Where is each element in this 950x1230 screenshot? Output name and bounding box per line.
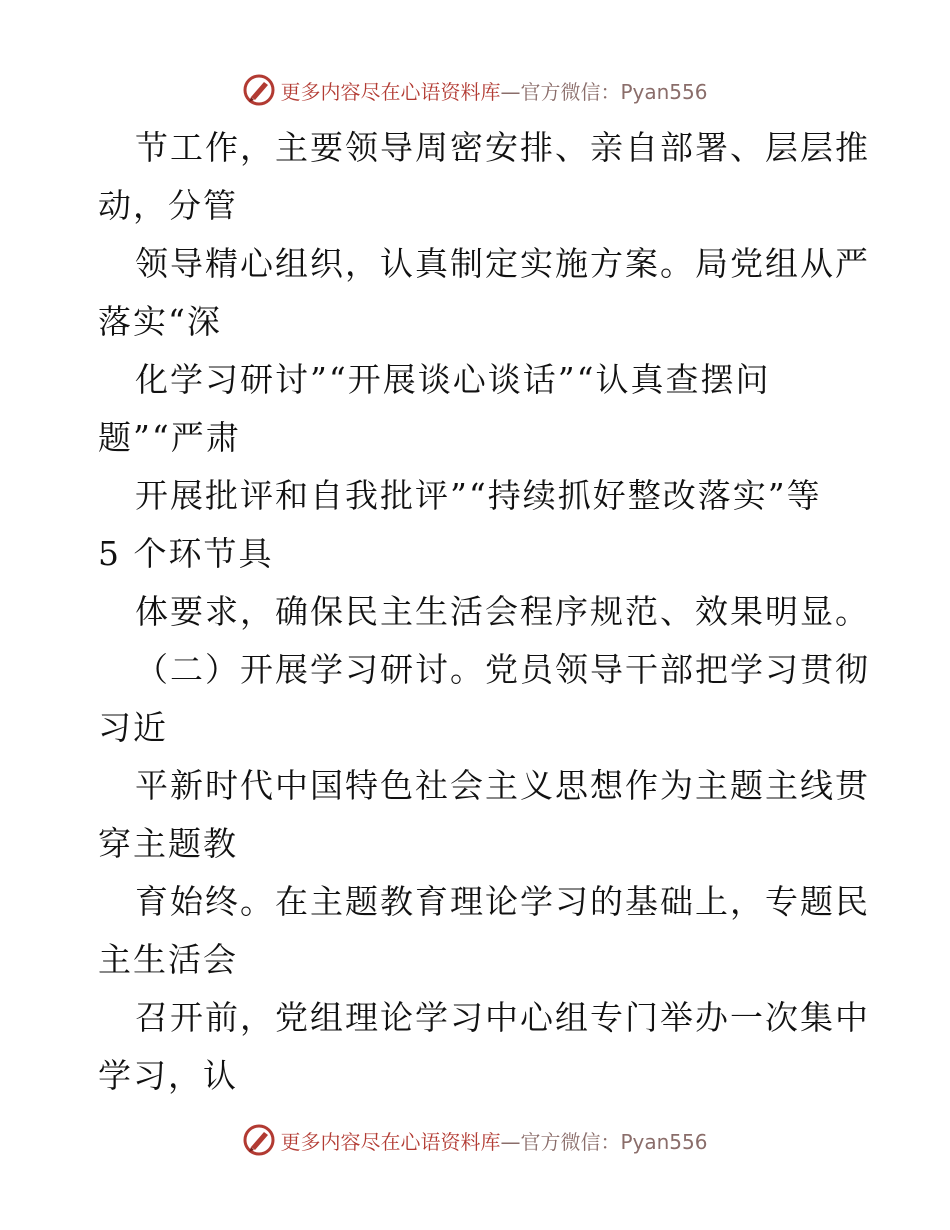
watermark-text	[280, 76, 707, 105]
watermark-text	[280, 1126, 707, 1155]
watermark-contact: 官方微信：Pyan556	[520, 79, 708, 104]
watermark-separator: —	[500, 79, 521, 104]
pen-seal-logo-icon	[242, 73, 276, 107]
header-watermark	[0, 70, 950, 110]
body-line: 5 个环节具	[98, 534, 274, 573]
watermark-group	[242, 1123, 707, 1157]
body-line: 领导精心组织，认真制定实施方案。局党组从严	[135, 244, 870, 283]
pen-seal-logo-icon	[242, 1123, 276, 1157]
body-line: 开展批评和自我批评”“持续抓好整改落实”等	[135, 476, 822, 515]
body-line: 节工作，主要领导周密安排、亲自部署、层层推	[135, 128, 870, 167]
watermark-brand: 更多内容尽在心语资料库	[280, 1129, 501, 1154]
body-line: 平新时代中国特色社会主义思想作为主题主线贯	[135, 766, 870, 805]
body-line: 习近	[98, 708, 168, 747]
body-line: 化学习研讨”“开展谈心谈话”“认真查摆问	[135, 360, 771, 399]
watermark-contact: 官方微信：Pyan556	[520, 1129, 708, 1154]
body-line: 体要求，确保民主生活会程序规范、效果明显。	[135, 592, 870, 631]
body-line: 育始终。在主题教育理论学习的基础上，专题民	[135, 882, 870, 921]
watermark-separator: —	[500, 1129, 521, 1154]
body-line: 穿主题教	[98, 824, 238, 863]
body-line: 学习，认	[98, 1056, 238, 1095]
watermark-group	[242, 73, 707, 107]
body-line: 题”“严肃	[98, 418, 241, 457]
watermark-brand: 更多内容尽在心语资料库	[280, 79, 501, 104]
body-line: 动，分管	[98, 186, 238, 225]
body-line: 主生活会	[98, 940, 238, 979]
body-line: 召开前，党组理论学习中心组专门举办一次集中	[135, 998, 870, 1037]
body-line: （二）开展学习研讨。党员领导干部把学习贯彻	[135, 650, 870, 689]
footer-watermark	[0, 1120, 950, 1160]
body-line: 落实“深	[98, 302, 222, 341]
